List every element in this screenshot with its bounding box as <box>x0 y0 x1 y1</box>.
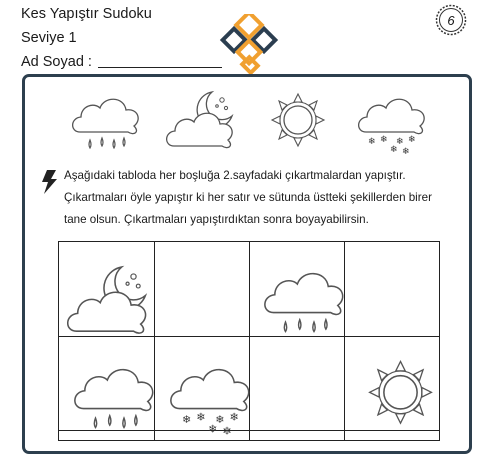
instruction-line-3: tane olsun. Çıkartmaları yapıştırdıktan sonra boyayabilirsin. <box>64 213 369 226</box>
cloud-rain-icon <box>66 86 146 156</box>
page-number: 6 <box>447 13 455 28</box>
snow-cloud-icon <box>352 86 432 156</box>
sun-icon <box>258 86 338 156</box>
grid-cell-empty[interactable] <box>345 242 440 337</box>
grid-cell-cloud-rain-icon[interactable] <box>67 348 162 443</box>
moon-cloud-icon <box>166 86 246 156</box>
name-field <box>21 55 222 70</box>
instruction-line-2: Çıkartmaları öyle yapıştır ki her satır ve sütunda üstteki şekillerden birer <box>64 191 432 204</box>
level-label: Seviye 1 <box>21 30 77 46</box>
logo-icon <box>214 14 286 76</box>
page-number-badge <box>435 4 467 36</box>
worksheet-title: Kes Yapıştır Sudoku <box>21 6 152 22</box>
grid-cell-snow-cloud-icon[interactable] <box>163 348 258 443</box>
grid-cell-moon-cloud-icon[interactable] <box>67 254 162 349</box>
grid-cell-empty[interactable] <box>155 242 250 337</box>
grid-cell-sun-icon[interactable] <box>353 346 448 441</box>
instruction-text <box>64 165 464 231</box>
lightning-icon <box>40 170 58 194</box>
name-line <box>98 67 222 68</box>
sudoku-grid <box>58 241 440 441</box>
name-label: Ad Soyad : <box>21 54 92 70</box>
instruction-line-1: Aşağıdaki tabloda her boşluğa 2.sayfadaki çıkartmalardan yapıştır. <box>64 169 406 182</box>
grid-cell-cloud-rain-icon[interactable] <box>257 252 352 347</box>
grid-cell-empty[interactable] <box>250 337 345 432</box>
